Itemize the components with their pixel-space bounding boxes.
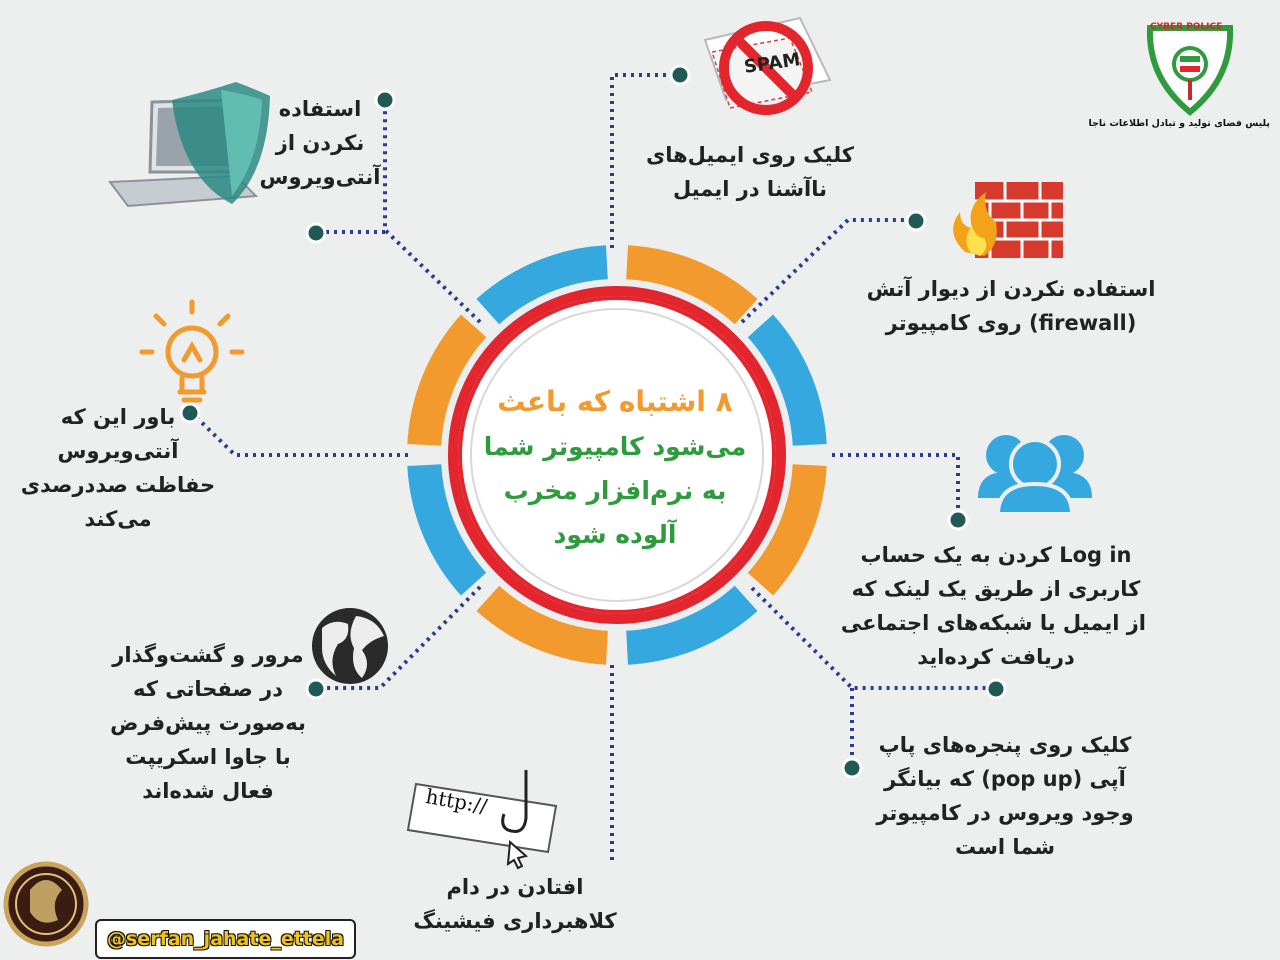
label-browsing-line: فعال شده‌اند [142, 779, 274, 803]
center-title-line1-rest: که باعث [497, 385, 611, 418]
spam-icon-label: SPAM [742, 49, 802, 78]
watermark-seal-icon [6, 864, 86, 944]
center-title-line4: آلوده شود [553, 520, 677, 549]
label-belief-line: باور این که [60, 405, 176, 429]
label-antivirus-line: آنتی‌ویروس [259, 165, 381, 189]
label-browsing-line: در صفحاتی که [133, 677, 283, 701]
label-browsing-line: مرور و گشت‌وگذار [112, 643, 304, 667]
center-title-line1 [470, 380, 760, 425]
label-browsing-line: با جاوا اسکریپت [125, 745, 291, 769]
dot-spam [671, 66, 689, 84]
label-belief-line: حفاظت صددرصدی [20, 473, 216, 497]
label-login-line: از ایمیل یا شبکه‌های اجتماعی [840, 611, 1146, 635]
label-firewall [866, 272, 1156, 340]
label-antivirus [258, 92, 382, 194]
phishing-url-label: http:// [423, 784, 490, 819]
logo-caption: پلیس فضای تولید و تبادل اطلاعات ناجا [1088, 118, 1270, 129]
globe-icon [312, 608, 388, 684]
center-title-line2: می‌شود کامپیوتر شما [483, 432, 747, 461]
dot-login [949, 511, 967, 529]
label-popup-line: کلیک روی پنجره‌های پاپ [878, 733, 1132, 757]
label-browsing-line: به‌صورت پیش‌فرض [110, 711, 306, 735]
label-antivirus-line: نکردن از [275, 131, 365, 155]
label-antivirus-line: استفاده [278, 97, 362, 121]
laptop-shield-icon [110, 82, 270, 206]
label-login-line: Log in کردن به یک حساب [860, 543, 1132, 567]
label-login [840, 538, 1146, 674]
label-spam-line: ناآشنا در ایمیل [672, 177, 828, 201]
label-spam-line: کلیک روی ایمیل‌های [645, 143, 855, 167]
lightbulb-icon [142, 302, 242, 400]
label-phishing-line: کلاهبرداری فیشینگ [413, 909, 617, 933]
firewall-icon [953, 182, 1063, 258]
label-belief-line: می‌کند [84, 507, 152, 531]
label-popup [860, 728, 1150, 864]
label-login-line: دریافت کرده‌اید [917, 645, 1075, 669]
connector-belief [192, 413, 408, 455]
users-icon [978, 435, 1092, 514]
watermark-handle: @serfan_jahate_ettela [95, 919, 356, 959]
label-popup-line: شما است [954, 835, 1055, 859]
label-firewall-line: (firewall) روی کامپیوتر [885, 311, 1137, 335]
label-belief-line: آنتی‌ویروس [57, 439, 179, 463]
label-firewall-line: استفاده نکردن از دیوار آتش [866, 277, 1156, 301]
label-popup-line: وجود ویروس در کامپیوتر [876, 801, 1134, 825]
label-spam [645, 138, 855, 206]
label-browsing [110, 638, 306, 808]
center-title-highlight: ۸ اشتباه [618, 385, 733, 418]
connector-login [832, 455, 958, 518]
dot-popup-right [987, 680, 1005, 698]
label-belief [18, 400, 218, 536]
label-login-line: کاربری از طریق یک لینک که [851, 577, 1141, 601]
dot-browsing [307, 680, 325, 698]
connector-antivirus [385, 100, 480, 322]
dot-popup [843, 759, 861, 777]
label-popup-line: آپی (pop up) که بیانگر [884, 767, 1126, 791]
label-phishing-line: افتادن در دام [446, 875, 584, 899]
dot-firewall [907, 212, 925, 230]
label-phishing [405, 870, 625, 938]
center-title-line3: به نرم‌افزار مخرب [503, 476, 727, 505]
center-title [470, 380, 760, 557]
cyber-police-logo [1150, 28, 1230, 112]
logo-top-text: CYBER POLICE [1150, 22, 1223, 32]
dot-antivirus [307, 224, 325, 242]
